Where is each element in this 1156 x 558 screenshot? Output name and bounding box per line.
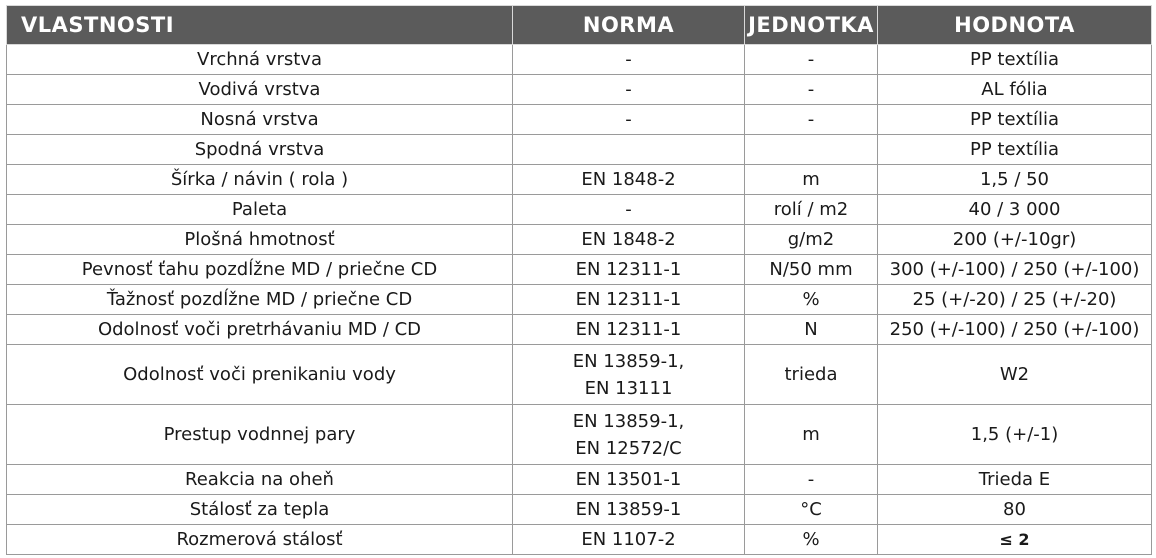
value-cell: 40 / 3 000 [878,195,1152,225]
property-cell: Prestup vodnnej pary [7,405,513,465]
unit-cell: N/50 mm [745,255,878,285]
property-cell: Reakcia na oheň [7,465,513,495]
norm-cell [513,405,745,465]
table-row [7,495,1152,525]
norm-cell [513,165,745,195]
spec-table [6,5,1152,555]
unit-cell: - [745,105,878,135]
unit-cell: N [745,315,878,345]
norm-line: EN 12311-1 [575,259,682,280]
table-row [7,345,1152,405]
header-value: HODNOTA [878,6,1152,45]
table-row [7,45,1152,75]
norm-line: - [625,109,632,130]
table-row [7,315,1152,345]
norm-cell [513,285,745,315]
table-row [7,225,1152,255]
property-cell: Vodivá vrstva [7,75,513,105]
property-cell: Spodná vrstva [7,135,513,165]
property-cell: Odolnosť voči prenikaniu vody [7,345,513,405]
norm-line: EN 13859-1, [572,410,685,432]
table-row [7,525,1152,555]
table-row [7,195,1152,225]
norm-line: EN 12311-1 [575,289,682,310]
norm-cell [513,345,745,405]
value-cell: PP textília [878,45,1152,75]
norm-cell [513,105,745,135]
table-row [7,135,1152,165]
table-row [7,75,1152,105]
property-cell: Vrchná vrstva [7,45,513,75]
unit-cell [745,135,878,165]
value-cell: Trieda E [878,465,1152,495]
property-cell: Odolnosť voči pretrhávaniu MD / CD [7,315,513,345]
unit-cell: - [745,75,878,105]
property-cell: Ťažnosť pozdĺžne MD / priečne CD [7,285,513,315]
property-cell: Stálosť za tepla [7,495,513,525]
value-cell: 80 [878,495,1152,525]
property-cell: Nosná vrstva [7,105,513,135]
unit-cell: - [745,45,878,75]
table-row [7,165,1152,195]
unit-cell: trieda [745,345,878,405]
value-cell: AL fólia [878,75,1152,105]
value-cell: 25 (+/-20) / 25 (+/-20) [878,285,1152,315]
value-cell: 250 (+/-100) / 250 (+/-100) [878,315,1152,345]
value-cell: 300 (+/-100) / 250 (+/-100) [878,255,1152,285]
norm-line: EN 1848-2 [581,229,676,250]
property-cell: Plošná hmotnosť [7,225,513,255]
norm-cell [513,225,745,255]
unit-cell: % [745,525,878,555]
norm-cell [513,135,745,165]
norm-line: EN 12572/C [575,437,682,459]
table-row [7,105,1152,135]
value-cell: 200 (+/-10gr) [878,225,1152,255]
norm-line: EN 13111 [584,377,673,399]
unit-cell: % [745,285,878,315]
value-cell: 1,5 / 50 [878,165,1152,195]
unit-cell: rolí / m2 [745,195,878,225]
header-unit: JEDNOTKA [745,6,878,45]
table-row [7,285,1152,315]
property-cell: Paleta [7,195,513,225]
unit-cell: m [745,405,878,465]
norm-line: EN 12311-1 [575,319,682,340]
unit-cell: °C [745,495,878,525]
norm-line: EN 13501-1 [575,469,682,490]
table-row [7,255,1152,285]
value-cell: PP textília [878,135,1152,165]
unit-cell: - [745,465,878,495]
norm-line: EN 13859-1 [575,499,682,520]
property-cell: Rozmerová stálosť [7,525,513,555]
norm-cell [513,495,745,525]
norm-line: - [625,49,632,70]
table-row [7,465,1152,495]
norm-cell [513,45,745,75]
norm-cell [513,465,745,495]
unit-cell: m [745,165,878,195]
norm-cell [513,315,745,345]
norm-cell [513,255,745,285]
value-cell: 1,5 (+/-1) [878,405,1152,465]
norm-line: - [625,79,632,100]
norm-line: - [625,199,632,220]
norm-line: EN 1848-2 [581,169,676,190]
norm-line: EN 13859-1, [572,350,685,372]
header-norm: NORMA [513,6,745,45]
unit-cell: g/m2 [745,225,878,255]
norm-line: EN 1107-2 [581,529,676,550]
value-cell: W2 [878,345,1152,405]
header-properties: VLASTNOSTI [7,6,513,45]
value-cell: PP textília [878,105,1152,135]
norm-cell [513,195,745,225]
property-cell: Pevnosť ťahu pozdĺžne MD / priečne CD [7,255,513,285]
norm-cell [513,525,745,555]
header-row [7,6,1152,45]
property-cell: Šírka / návin ( rola ) [7,165,513,195]
table-row [7,405,1152,465]
value-cell: ≤ 2 [878,525,1152,555]
norm-cell [513,75,745,105]
